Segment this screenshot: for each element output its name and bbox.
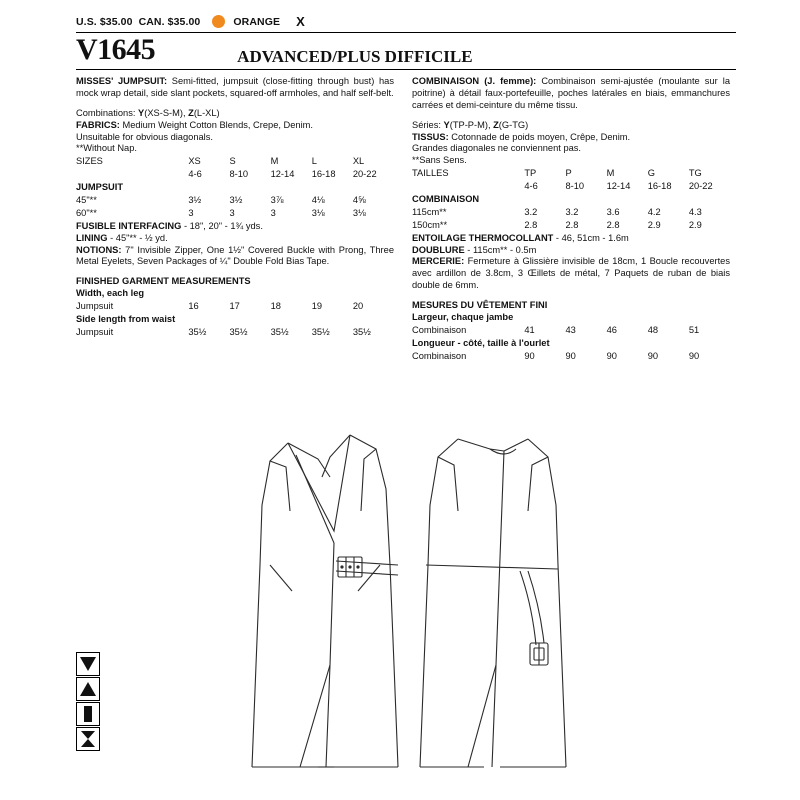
yardage-0-3: 4⅛: [311, 195, 325, 206]
lining-line-en: [76, 233, 394, 245]
unsuitable-en: Unsuitable for obvious diagonals.: [76, 131, 213, 142]
fabrics-label-fr: TISSUS:: [412, 131, 449, 142]
side-fr-4: 90: [688, 350, 700, 361]
series-z-sizes: (G-TG): [498, 119, 529, 130]
series-line: [412, 120, 730, 132]
metrage-1-2: 2.8: [606, 219, 620, 230]
yardage-0-4: 4⅝: [352, 195, 366, 206]
size-num-0: 4-6: [188, 169, 202, 180]
side-2: 35½: [270, 326, 289, 337]
metrage-1-1: 2.8: [565, 219, 579, 230]
interfacing-text-fr: - 46, 51cm - 1.6m: [553, 232, 629, 243]
size-name-2: M: [270, 156, 279, 167]
metrage-1-4: 2.9: [688, 219, 702, 230]
price-can: CAN. $35.00: [138, 15, 201, 28]
yardage-table-en: [76, 156, 394, 220]
series-label: Séries:: [412, 119, 444, 130]
garment-label-fr: COMBINAISON: [412, 194, 480, 205]
side-fr-1: 90: [565, 350, 576, 361]
side-length-table-fr: [412, 351, 730, 364]
table-row: [412, 220, 730, 233]
width-0: 16: [188, 301, 199, 312]
notions-label-fr: MERCERIE:: [412, 256, 465, 267]
title-row: [76, 33, 736, 70]
width-fr-3: 48: [647, 324, 659, 335]
fabric-width-fr-0: 115cm**: [412, 206, 447, 217]
table-row: [76, 208, 394, 221]
width-table-fr: [412, 325, 730, 338]
width-row-label-fr: Combinaison: [412, 324, 467, 335]
fabrics-line-en: [76, 120, 394, 132]
back-view-drawing: [420, 439, 566, 767]
notions-text-fr: Fermeture à Glissière invisible de 18cm, 1 Boucle recouvertes avec ardillon de 3.8cm, 3 Œillets de métal, 7 Paquets de ruban de biais double de 6mm.: [412, 256, 730, 291]
triangle-up-icon: [76, 677, 100, 701]
fabric-width-fr-1: 150cm**: [412, 219, 448, 230]
size-number-row-fr: [412, 181, 730, 194]
size-num-2: 12-14: [270, 169, 295, 180]
side-length-label-fr: Longueur - côté, taille à l'ourlet: [412, 337, 550, 348]
fabrics-line-fr: [412, 132, 730, 144]
width-fr-4: 51: [688, 324, 700, 335]
unsuitable-fr: Grandes diagonales ne conviennent pas.: [412, 143, 582, 154]
size-name-0: XS: [188, 156, 201, 167]
garment-head-row-fr: [412, 194, 730, 207]
width-2: 18: [270, 301, 281, 312]
without-nap-fr: **Sans Sens.: [412, 155, 467, 166]
width-label-fr: Largeur, chaque jambe: [412, 312, 514, 323]
description-text-en: Semi-fitted, jumpsuit (close-fitting through bust) has mock wrap detail, side slant pockets, squared-off armholes, and half self-belt.: [76, 76, 394, 98]
description-en: [76, 76, 394, 100]
two-column-body: [76, 76, 736, 364]
metrage-1-0: 2.8: [524, 219, 538, 230]
square-icon: [76, 702, 100, 726]
metrage-0-3: 4.2: [647, 206, 661, 217]
yardage-1-1: 3: [229, 207, 235, 218]
metrage-0-2: 3.6: [606, 206, 620, 217]
combination-z: Z: [188, 107, 194, 118]
side-row-label-en: Jumpsuit: [76, 326, 114, 337]
size-num-fr-0: 4-6: [524, 181, 538, 192]
description-text-fr: Combinaison semi-ajustée (moulante sur la poitrine) à détail faux-portefeuille, poches latérales en biais, emmanchures carrées et demi-ceinture du même tissu.: [412, 76, 730, 110]
sizes-label-fr: TAILLES: [412, 168, 449, 179]
size-name-fr-3: G: [647, 168, 655, 179]
side-length-table-en: [76, 327, 394, 340]
table-row: [412, 351, 730, 364]
without-nap-en: **Without Nap.: [76, 143, 137, 154]
table-row: [412, 325, 730, 338]
notions-en: [76, 245, 394, 269]
size-num-fr-3: 16-18: [647, 181, 672, 192]
price-bar: [76, 14, 736, 33]
yardage-0-0: 3½: [188, 195, 202, 206]
table-row: [76, 327, 394, 340]
metrage-0-0: 3.2: [524, 206, 538, 217]
technical-drawings: [230, 415, 650, 785]
metrage-1-3: 2.9: [647, 219, 661, 230]
yardage-1-3: 3⅛: [311, 207, 325, 218]
size-header-row-en: [76, 156, 394, 169]
size-num-fr-4: 20-22: [688, 181, 713, 192]
yardage-1-4: 3⅛: [352, 207, 366, 218]
width-row-label-en: Jumpsuit: [76, 301, 114, 312]
description-label-fr: COMBINAISON (J. femme):: [412, 76, 537, 86]
width-3: 19: [311, 301, 323, 312]
side-3: 35½: [311, 326, 330, 337]
yardage-1-0: 3: [188, 207, 194, 218]
size-name-fr-1: P: [565, 168, 572, 179]
garment-head-row-en: [76, 182, 394, 195]
pattern-number: V1645: [76, 33, 156, 66]
finished-measurements-label-fr: MESURES DU VÊTEMENT FINI: [412, 300, 548, 311]
color-dot-icon: [212, 15, 225, 28]
table-row: [76, 195, 394, 208]
garment-label-en: JUMPSUIT: [76, 182, 124, 193]
front-view-drawing: [252, 435, 398, 767]
side-fr-2: 90: [606, 350, 617, 361]
triangle-down-icon: [76, 652, 100, 676]
side-4: 35½: [352, 326, 371, 337]
size-name-fr-0: TP: [524, 168, 537, 179]
combinations-line: [76, 108, 394, 120]
size-num-fr-1: 8-10: [565, 181, 585, 192]
table-row: [412, 207, 730, 220]
interfacing-label-en: FUSIBLE INTERFACING: [76, 220, 182, 231]
hourglass-icon: [76, 727, 100, 751]
column-english: [76, 76, 406, 364]
interfacing-line-en: [76, 221, 394, 233]
table-row: [76, 301, 394, 314]
size-name-4: XL: [352, 156, 365, 167]
lining-label-en: LINING: [76, 232, 108, 243]
size-name-fr-2: M: [606, 168, 615, 179]
width-table-en: [76, 301, 394, 314]
width-fr-1: 43: [565, 324, 576, 335]
price-us: U.S. $35.00: [76, 15, 133, 28]
fabrics-label-en: FABRICS:: [76, 119, 120, 130]
notions-text-en: 7" Invisible Zipper, One 1½" Covered Buckle with Prong, Three Metal Eyelets, Seven Packages of ¼" Double Fold Bias Tape.: [76, 244, 394, 267]
width-1: 17: [229, 301, 240, 312]
difficulty-marks: [76, 652, 98, 752]
yardage-0-2: 3⅞: [270, 195, 284, 206]
fabrics-text-en: Medium Weight Cotton Blends, Crepe, Denim.: [119, 119, 313, 130]
width-fr-2: 46: [606, 324, 617, 335]
size-name-1: S: [229, 156, 236, 167]
size-name-fr-4: TG: [688, 168, 702, 179]
finished-measurements-label-en: FINISHED GARMENT MEASUREMENTS: [76, 276, 251, 287]
size-name-3: L: [311, 156, 317, 167]
fabric-width-1: 60"**: [76, 207, 97, 218]
combination-y: Y: [138, 107, 145, 118]
description-label-en: MISSES' JUMPSUIT:: [76, 76, 168, 86]
interfacing-line-fr: [412, 233, 730, 245]
size-num-4: 20-22: [352, 169, 377, 180]
notions-fr: [412, 256, 730, 292]
side-fr-0: 90: [524, 350, 535, 361]
lining-text-fr: - 115cm** - 0.5m: [464, 244, 537, 255]
yardage-table-fr: [412, 168, 730, 232]
column-french: [406, 76, 730, 364]
combinations-label: Combinations:: [76, 107, 139, 118]
side-fr-3: 90: [647, 350, 659, 361]
color-name: ORANGE: [233, 15, 281, 28]
width-label-en: Width, each leg: [76, 288, 145, 299]
notions-label-en: NOTIONS:: [76, 244, 122, 255]
lining-label-fr: DOUBLURE: [412, 244, 465, 255]
interfacing-text-en: - 18", 20" - 1¾ yds.: [181, 220, 263, 231]
fabrics-text-fr: Cotonnade de poids moyen, Crêpe, Denim.: [448, 131, 631, 142]
width-4: 20: [352, 301, 364, 312]
series-z: Z: [493, 119, 499, 130]
difficulty-label: ADVANCED/PLUS DIFFICILE: [237, 47, 473, 66]
size-num-fr-2: 12-14: [606, 181, 631, 192]
size-num-1: 8-10: [229, 169, 249, 180]
side-row-label-fr: Combinaison: [412, 350, 467, 361]
lining-line-fr: [412, 245, 730, 257]
metrage-0-1: 3.2: [565, 206, 579, 217]
size-number-row-en: [76, 169, 394, 182]
size-num-3: 16-18: [311, 169, 336, 180]
fabric-width-0: 45"**: [76, 195, 97, 206]
combination-y-sizes: (XS-S-M),: [144, 107, 189, 118]
description-fr: [412, 76, 730, 112]
side-length-label-en: Side length from waist: [76, 314, 176, 325]
combination-z-sizes: (L-XL): [193, 107, 220, 118]
series-y-sizes: (TP-P-M),: [449, 119, 494, 130]
interfacing-label-fr: ENTOILAGE THERMOCOLLANT: [412, 232, 554, 243]
sizes-label-en: SIZES: [76, 156, 103, 167]
lining-text-en: - 45"** - ½ yd.: [107, 232, 168, 243]
yardage-1-2: 3: [270, 207, 276, 218]
metrage-0-4: 4.3: [688, 206, 702, 217]
width-fr-0: 41: [524, 324, 535, 335]
side-0: 35½: [188, 326, 207, 337]
size-header-row-fr: [412, 168, 730, 181]
series-y: Y: [443, 119, 450, 130]
side-1: 35½: [229, 326, 248, 337]
color-code: X: [296, 14, 305, 29]
yardage-0-1: 3½: [229, 195, 243, 206]
